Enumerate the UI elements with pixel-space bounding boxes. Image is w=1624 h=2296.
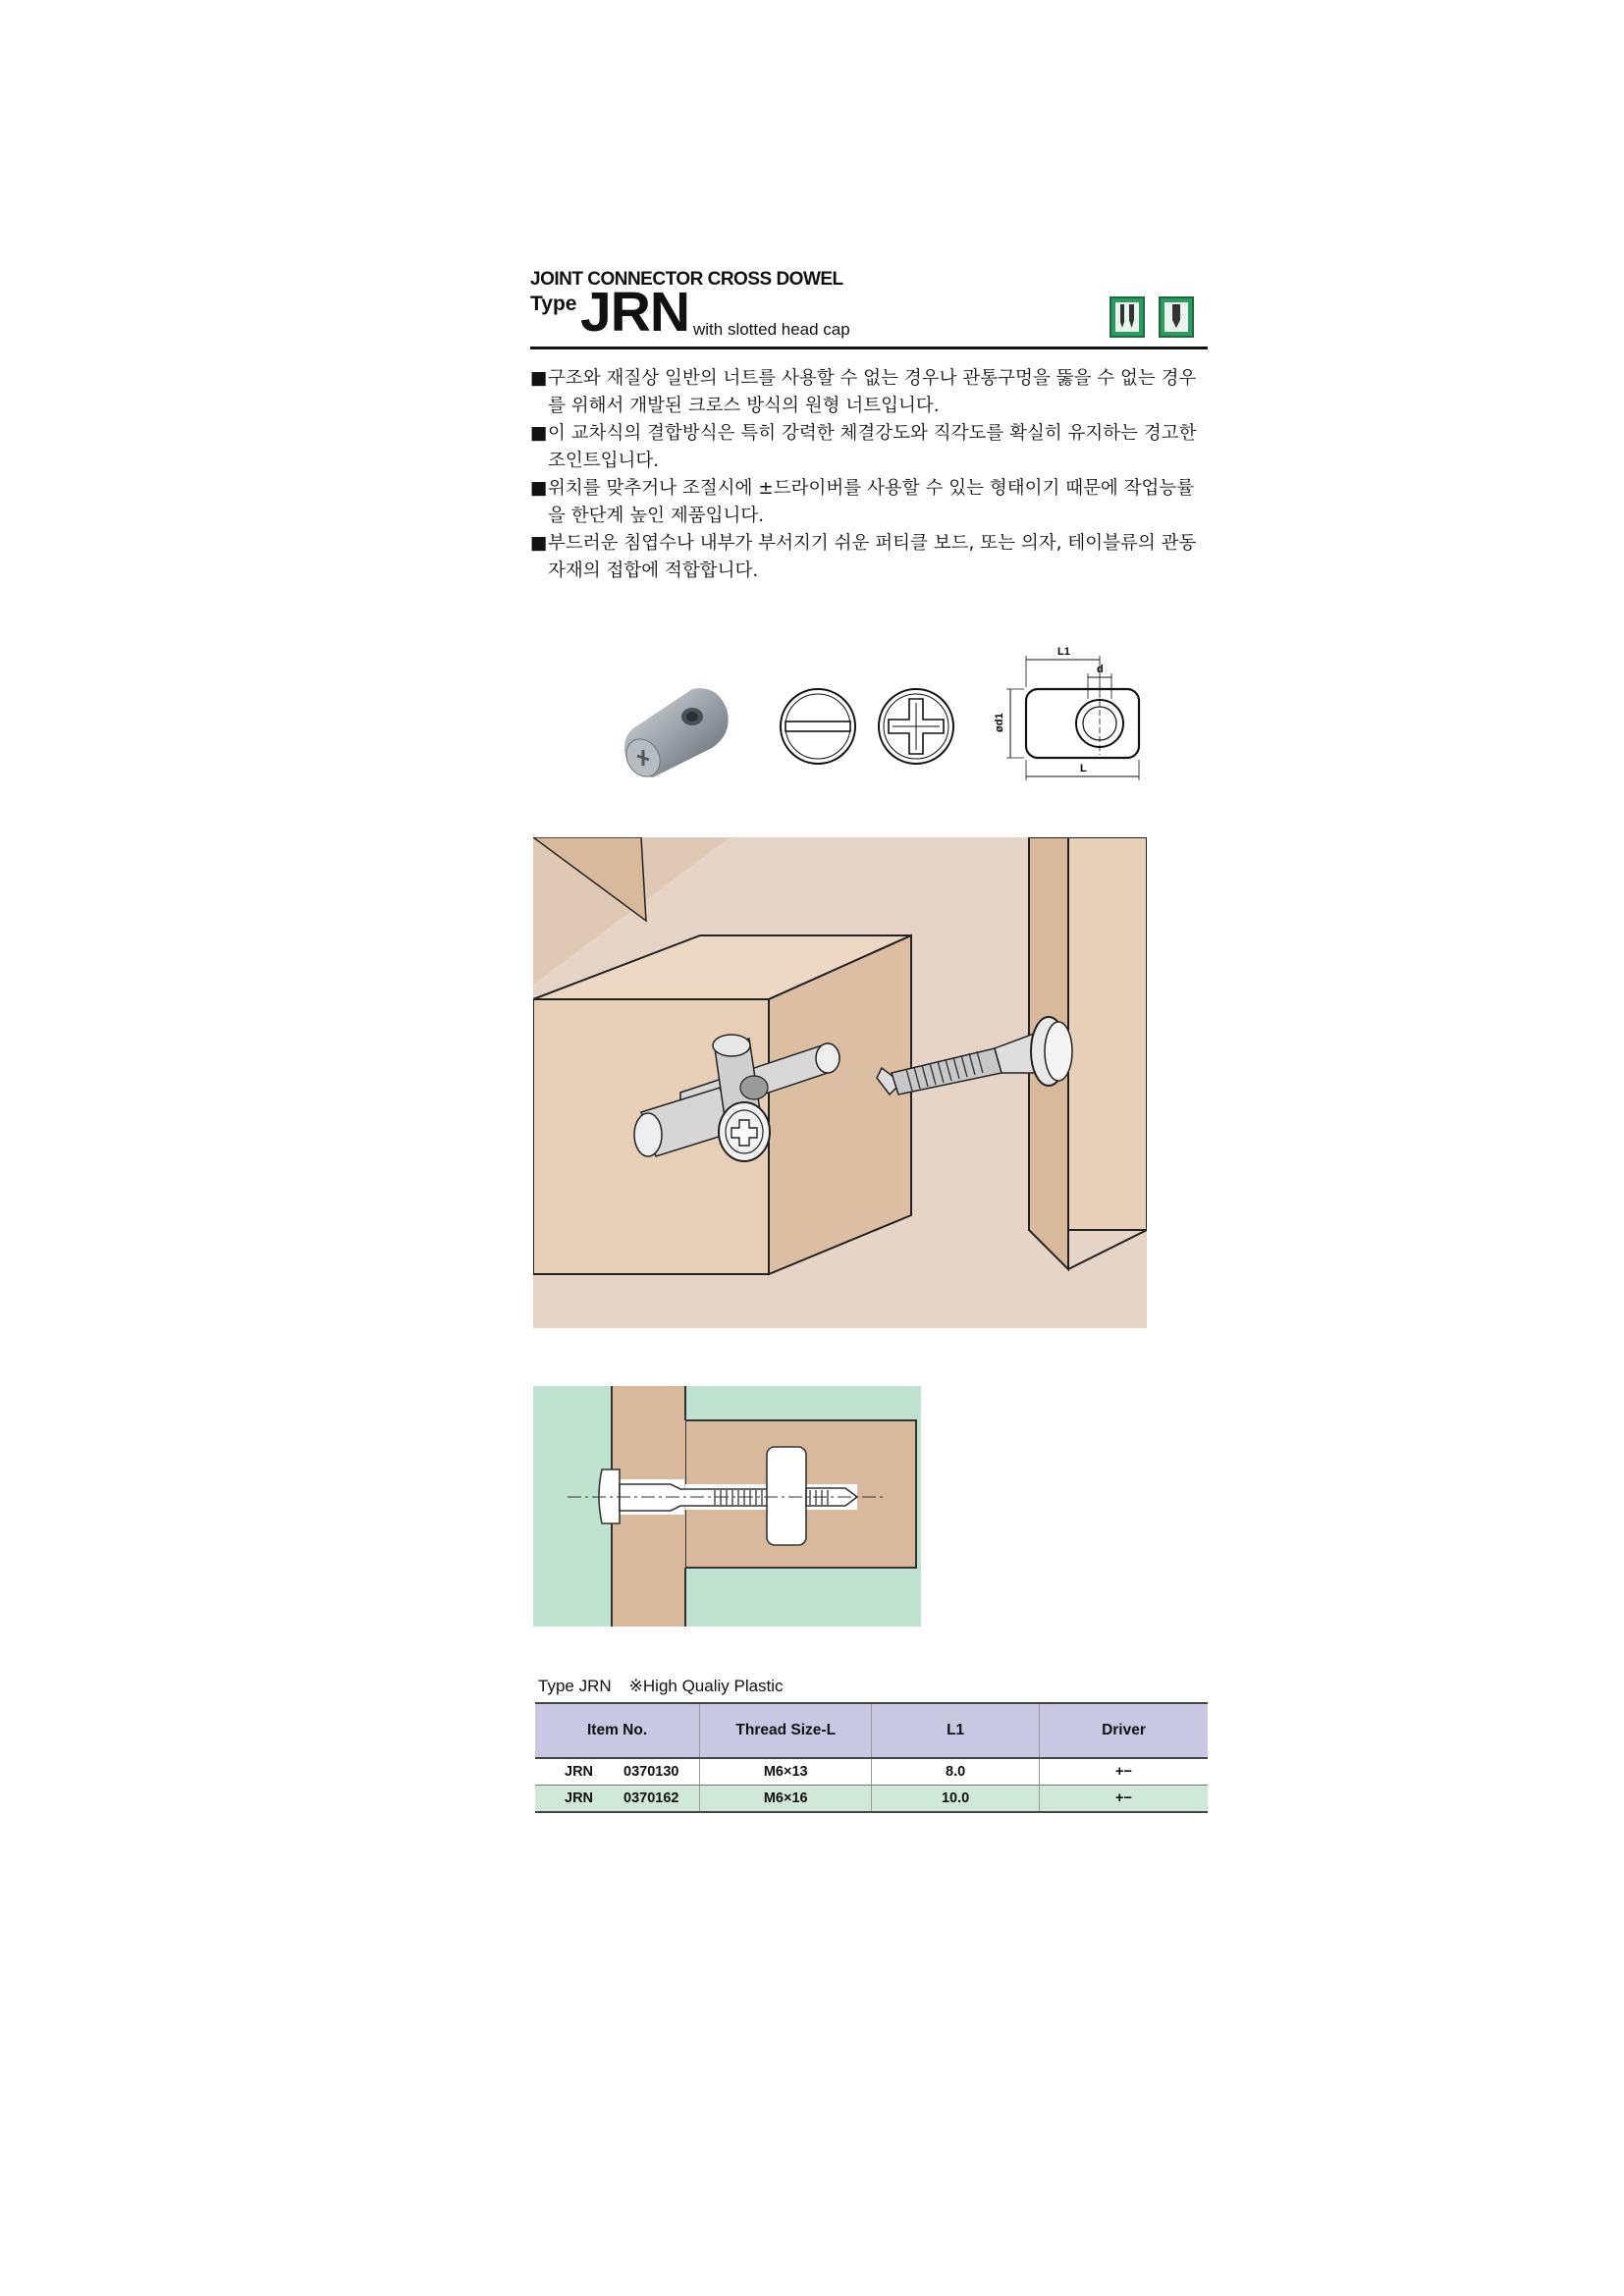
col-thread-size: Thread Size-L [700,1703,872,1758]
model-code: JRN [580,281,690,344]
item-code: 0370130 [623,1764,679,1780]
cell-driver: +− [1039,1758,1208,1786]
model-description: with slotted head cap [693,320,850,339]
bullet-mark: ■ [530,368,548,389]
product-photo [614,660,741,792]
head-views-drawing [774,677,970,775]
type-label: Type [530,293,577,315]
feature-item [530,475,1198,530]
cell-thread-size: M6×13 [700,1758,872,1786]
spec-table [535,1702,1208,1813]
item-code: 0370162 [623,1790,679,1806]
table-header-row [535,1703,1208,1758]
dimension-drawing [987,638,1159,795]
dim-label-d1: ød1 [994,713,1005,732]
table-row [535,1786,1208,1813]
feature-text: 위치를 맞추거나 조절시에 ±드라이버를 사용할 수 있는 형태이기 때문에 작업능률을 한단계 높인 제품입니다. [548,478,1195,526]
feature-text: 부드러운 침엽수나 내부가 부서지기 쉬운 퍼티클 보드, 또는 의자, 테이블류의 관동자재의 접합에 적합합니다. [548,533,1197,581]
table-note: ※High Qualiy Plastic [628,1677,784,1695]
feature-list [530,365,1198,585]
feature-text: 구조와 재질상 일반의 너트를 사용할 수 없는 경우나 관통구멍을 뚫을 수 없는 경우를 위해서 개발된 크로스 방식의 원형 너트입니다. [548,368,1197,416]
assembly-illustration [533,837,1147,1328]
header-divider [530,347,1208,349]
table-caption [538,1677,784,1696]
table-row [535,1758,1208,1786]
bullet-mark: ■ [530,533,548,554]
feature-text: 이 교차식의 결합방식은 특히 강력한 체결강도와 직각도를 확실히 유지하는 경고한 조인트입니다. [548,423,1197,471]
bullet-mark: ■ [530,478,548,499]
cell-l1: 8.0 [872,1758,1040,1786]
cell-driver: +− [1039,1786,1208,1813]
feature-item [530,420,1198,475]
col-driver: Driver [1039,1703,1208,1758]
feature-item [530,365,1198,420]
item-prefix: JRN [565,1790,594,1806]
product-subtitle: JOINT CONNECTOR CROSS DOWEL [530,269,843,290]
cell-item-no [535,1758,700,1786]
dim-label-d: d [1097,664,1104,675]
cell-item-no [535,1786,700,1813]
phillips-driver-icon [1110,296,1145,338]
dim-label-length: L [1080,763,1087,774]
section-drawing [533,1386,921,1627]
item-prefix: JRN [565,1764,594,1780]
cell-thread-size: M6×16 [700,1786,872,1813]
table-title: Type JRN [538,1677,612,1695]
col-l1: L1 [872,1703,1040,1758]
product-header [530,265,1208,351]
dim-label-l1: L1 [1057,646,1070,658]
bullet-mark: ■ [530,423,548,444]
cell-l1: 10.0 [872,1786,1040,1813]
slotted-driver-icon [1159,296,1194,338]
feature-item [530,530,1198,585]
col-item-no: Item No. [535,1703,700,1758]
